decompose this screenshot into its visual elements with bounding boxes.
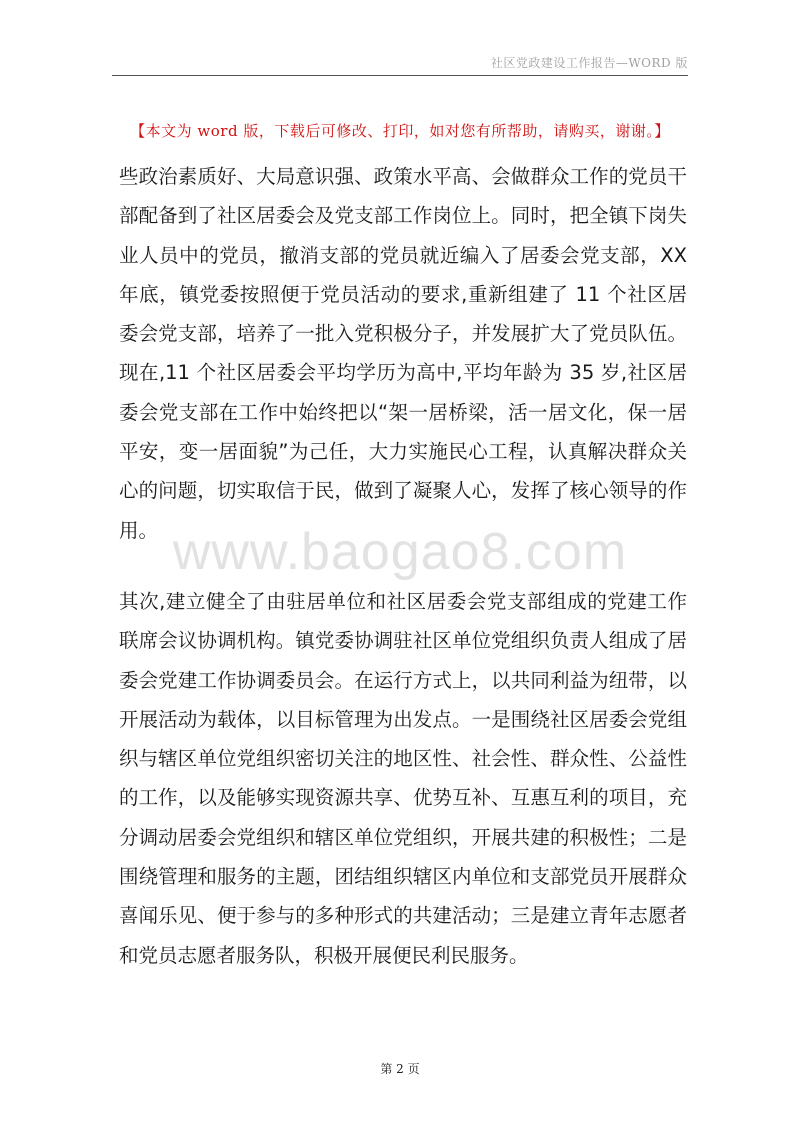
- watermark: www.baogao8.com: [172, 523, 628, 581]
- body-paragraph-2: 其次,建立健全了由驻居单位和社区居委会党支部组成的党建工作联席会议协调机构。镇党委协调驻社区单位党组织负责人组成了居委会党建工作协调委员会。在运行方式上，以共同利益为纽带，以开展活动为载体，以目标管理为出发点。一是围绕社区居委会党组织与辖区单位党组织密切关注的地区性、社会性、群众性、公益性的工作，以及能够实现资源共享、优势互补、互惠互利的项目，充分调动居委会党组织和辖区单位党组织，开展共建的积极性；二是围绕管理和服务的主题，团结组织辖区内单位和支部党员开展群众喜闻乐见、便于参与的多种形式的共建活动；三是建立青年志愿者和党员志愿者服务队，积极开展便民利民服务。: [119, 590, 687, 967]
- header-divider: [112, 75, 688, 76]
- body-paragraph-1: 些政治素质好、大局意识强、政策水平高、会做群众工作的党员干部配备到了社区居委会及党支部工作岗位上。同时，把全镇下岗失业人员中的党员，撤消支部的党员就近编入了居委会党支部，XX 年底，镇党委按照便于党员活动的要求,重新组建了 11 个社区居委会党支部，培养了一批入党积极分子，并发展扩大了党员队伍。现在,11 个社区居委会平均学历为高中,平均年龄为 35 岁,社区居委会党支部在工作中始终把以“架一居桥梁，活一居文化，保一居平安，变一居面貌”为己任，大力实施民心工程，认真解决群众关心的问题，切实取信于民，做到了凝聚人心，发挥了核心领导的作用。: [119, 165, 687, 542]
- page-header-title: 社区党政建设工作报告—WORD 版: [490, 56, 688, 70]
- page-number: 第 2 页: [380, 1062, 420, 1076]
- download-notice: 【本文为 word 版，下载后可修改、打印，如对您有所帮助，请购买，谢谢。】: [130, 122, 670, 140]
